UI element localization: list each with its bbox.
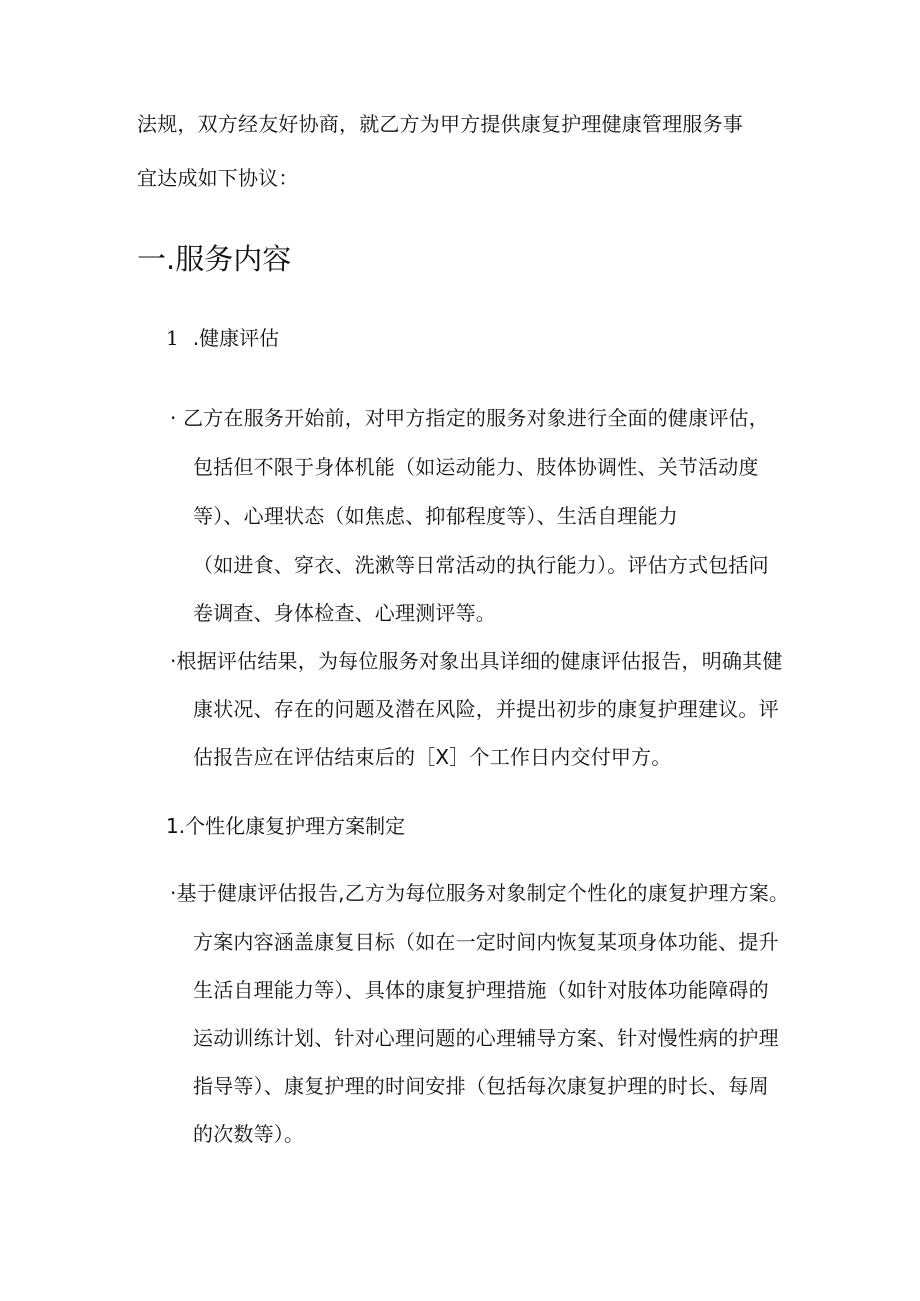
- para1-line-1: · 乙方在服务开始前，对甲方指定的服务对象进行全面的健康评估，: [170, 406, 769, 430]
- para1-line-4: （如进食、穿衣、洗漱等日常活动的执行能力）。评估方式包括问: [193, 553, 769, 577]
- para2-line-2: 康状况、存在的问题及潜在风险，并提出初步的康复护理建议。评: [193, 697, 779, 721]
- intro-line-1: 法规，双方经友好协商，就乙方为甲方提供康复护理健康管理服务事: [137, 112, 743, 136]
- para3-line-4: 运动训练计划、针对心理问题的心理辅导方案、针对慢性病的护理: [193, 1026, 779, 1050]
- para1-line-2: 包括但不限于身体机能（如运动能力、肢体协调性、关节活动度: [193, 455, 759, 479]
- subheading-personalized-plan: 1.个性化康复护理方案制定: [166, 814, 406, 838]
- para2-line-1: ·根据评估结果，为每位服务对象出具详细的健康评估报告，明确其健: [170, 649, 783, 673]
- para2-line-3: 估报告应在评估结束后的［X］个工作日内交付甲方。: [193, 745, 672, 769]
- para1-line-5: 卷调查、身体检查、心理测评等。: [193, 601, 496, 625]
- intro-line-2: 宜达成如下协议：: [137, 166, 299, 190]
- para1-line-3: 等）、心理状态（如焦虑、抑郁程度等）、生活自理能力: [193, 504, 678, 528]
- subheading-health-assessment: [166, 324, 279, 352]
- para3-line-5: 指导等）、康复护理的时间安排（包括每次康复护理的时长、每周: [193, 1074, 769, 1098]
- para3-line-3: 生活自理能力等）、具体的康复护理措施（如针对肢体功能障碍的: [193, 978, 769, 1002]
- para3-line-1: ·基于健康评估报告,乙方为每位服务对象制定个性化的康复护理方案。: [170, 881, 790, 905]
- para3-line-2: 方案内容涵盖康复目标（如在一定时间内恢复某项身体功能、提升: [193, 930, 779, 954]
- subheading-number: 1: [166, 326, 179, 350]
- subheading-title: .健康评估: [192, 326, 280, 350]
- para3-line-6: 的次数等）。: [193, 1122, 305, 1146]
- section-heading-service-content: 一.服务内容: [137, 242, 292, 276]
